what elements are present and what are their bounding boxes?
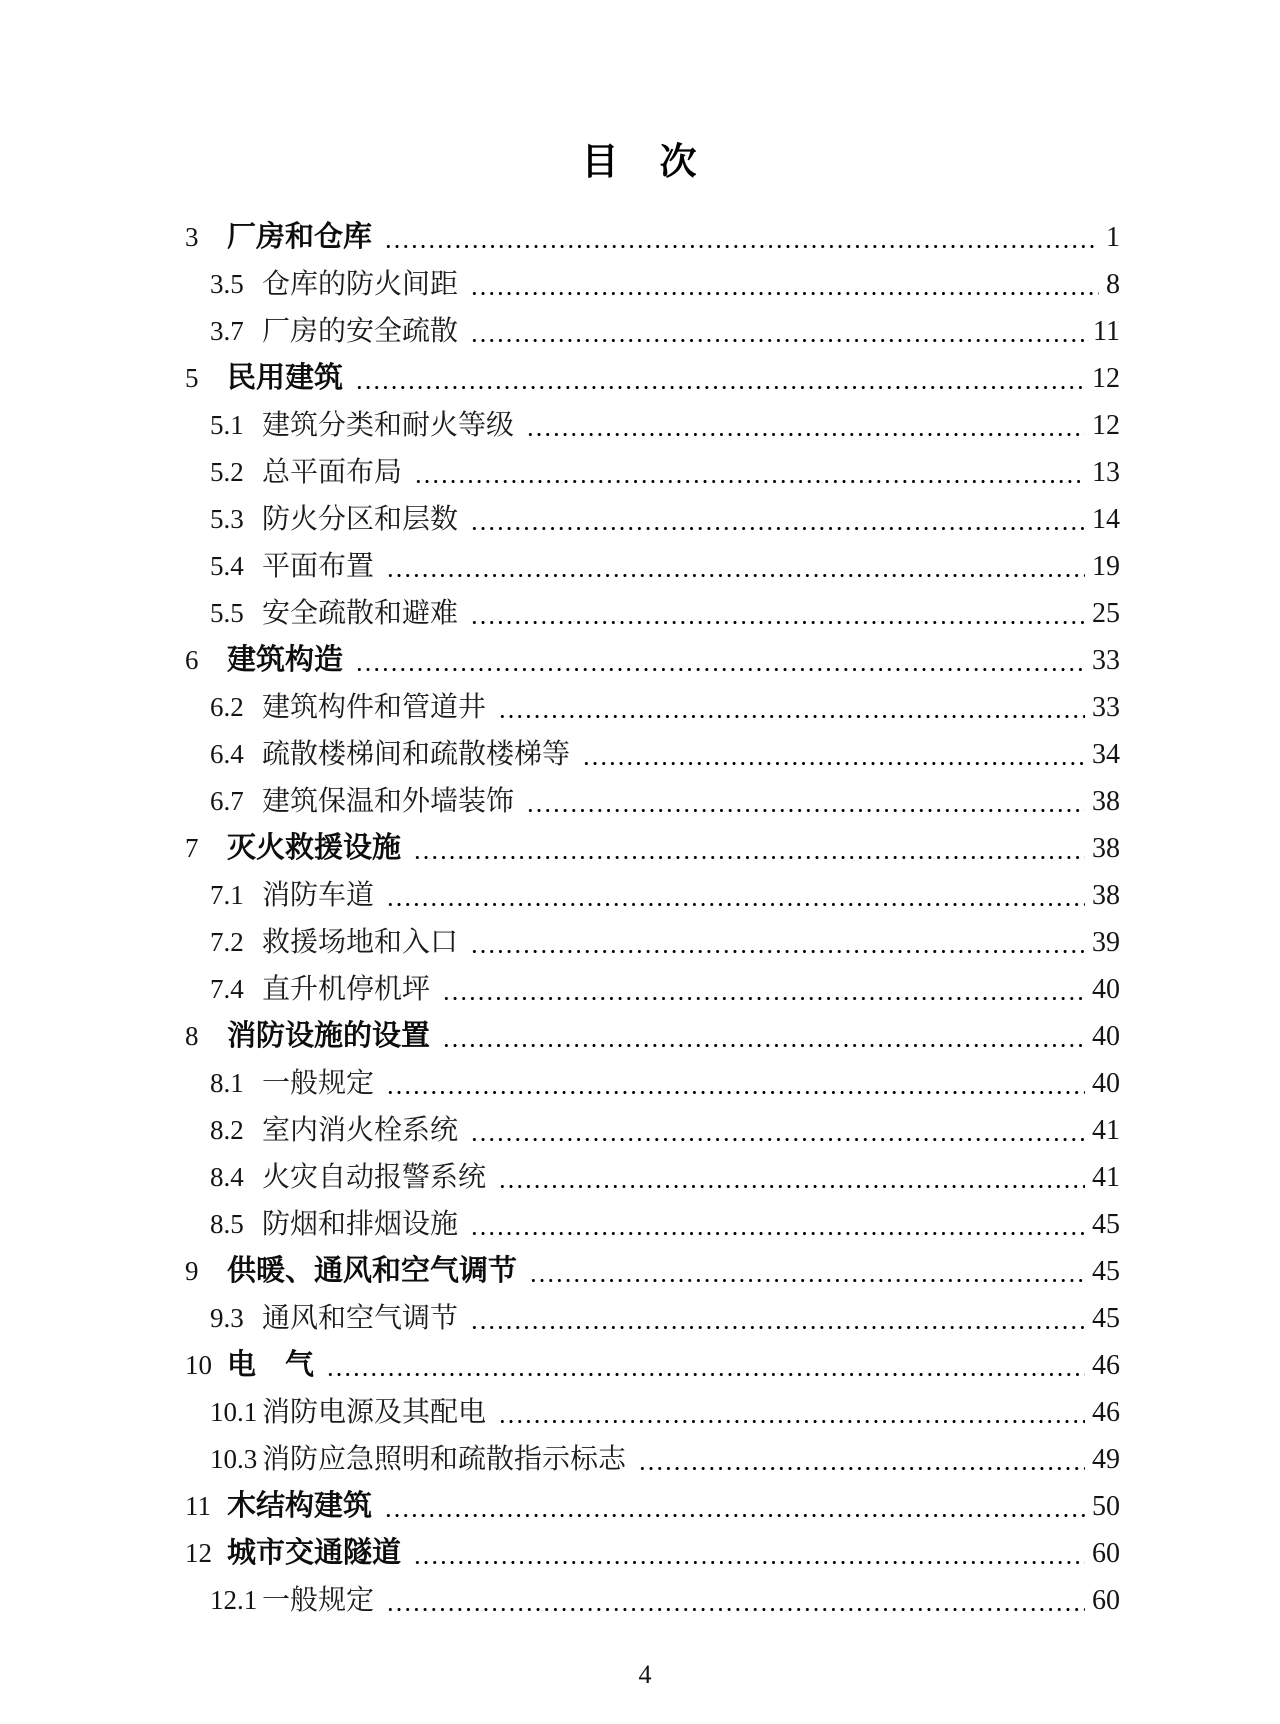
toc-leader-dots <box>470 308 1086 355</box>
toc-leader-dots <box>355 637 1085 684</box>
toc-entry-page: 41 <box>1092 1162 1120 1193</box>
toc-entry-title: 一般规定 <box>262 1068 375 1099</box>
toc-entry-page: 12 <box>1092 363 1120 394</box>
toc-entry-number: 9 <box>185 1256 199 1286</box>
toc-entry <box>170 1342 1120 1389</box>
toc-leader-dots <box>470 1107 1085 1154</box>
toc-entry <box>170 261 1120 308</box>
toc-entry <box>170 308 1120 355</box>
toc-entry-number: 8.4 <box>210 1162 244 1192</box>
toc-entry-title: 防烟和排烟设施 <box>262 1209 459 1240</box>
toc-entry-title: 灭火救援设施 <box>227 832 402 864</box>
toc-leader-dots <box>384 1483 1085 1530</box>
toc-entry <box>170 684 1120 731</box>
toc-entry-number: 11 <box>185 1491 211 1521</box>
toc-entry-number: 8.1 <box>210 1068 244 1098</box>
toc-entry-page: 40 <box>1092 1068 1120 1099</box>
toc-entry-page: 25 <box>1092 598 1120 629</box>
toc-entry-number: 5.5 <box>210 598 244 628</box>
toc-entry-title: 城市交通隧道 <box>227 1537 402 1569</box>
toc-entry <box>170 1483 1120 1530</box>
toc-entry-title: 防火分区和层数 <box>262 504 459 535</box>
toc-entry-page: 46 <box>1092 1350 1120 1381</box>
toc-entry-number: 6.4 <box>210 739 244 769</box>
toc-leader-dots <box>442 966 1085 1013</box>
toc-leader-dots <box>355 355 1085 402</box>
toc-entry-page: 14 <box>1092 504 1120 535</box>
toc-entry <box>170 1248 1120 1295</box>
toc-entry <box>170 872 1120 919</box>
page-title: 目 次 <box>581 141 699 182</box>
toc-leader-dots <box>386 1060 1085 1107</box>
toc-leader-dots <box>386 543 1085 590</box>
toc-leader-dots <box>498 684 1085 731</box>
toc-entry-page: 45 <box>1092 1256 1120 1287</box>
toc-entry-number: 6.2 <box>210 692 244 722</box>
toc-entry-title: 消防设施的设置 <box>227 1020 431 1052</box>
toc-leader-dots <box>386 872 1085 919</box>
toc-entry-title: 建筑构造 <box>227 644 344 676</box>
toc-entry-page: 11 <box>1093 316 1120 347</box>
toc-leader-dots <box>526 402 1085 449</box>
toc-entry <box>170 355 1120 402</box>
toc-entry-page: 34 <box>1092 739 1120 770</box>
toc-leader-dots <box>470 1295 1085 1342</box>
toc-leader-dots <box>414 449 1085 496</box>
toc-leader-dots <box>413 825 1085 872</box>
toc-leader-dots <box>498 1389 1085 1436</box>
toc-entry-page: 1 <box>1106 222 1120 253</box>
toc-leader-dots <box>582 731 1085 778</box>
toc-leader-dots <box>470 590 1085 637</box>
toc-leader-dots <box>470 1201 1085 1248</box>
toc-entry-title: 室内消火栓系统 <box>262 1115 459 1146</box>
toc-entry-number: 5.1 <box>210 410 244 440</box>
toc-entry-page: 45 <box>1092 1209 1120 1240</box>
toc-entry-title: 总平面布局 <box>262 457 403 488</box>
toc-entry-page: 60 <box>1092 1538 1120 1569</box>
toc-entry-title: 安全疏散和避难 <box>262 598 459 629</box>
toc-entry <box>170 1154 1120 1201</box>
toc-entry-number: 12 <box>185 1538 212 1568</box>
toc-entry <box>170 402 1120 449</box>
toc-entry-title: 一般规定 <box>262 1585 375 1616</box>
toc-entry <box>170 1201 1120 1248</box>
toc-entry-page: 19 <box>1092 551 1120 582</box>
toc-entry-number: 6 <box>185 645 199 675</box>
toc-list <box>170 214 1120 1624</box>
toc-entry-title: 火灾自动报警系统 <box>262 1162 487 1193</box>
toc-entry <box>170 637 1120 684</box>
toc-entry-page: 38 <box>1092 786 1120 817</box>
toc-entry <box>170 1436 1120 1483</box>
toc-entry <box>170 214 1120 261</box>
toc-entry-page: 33 <box>1092 645 1120 676</box>
toc-entry-page: 38 <box>1092 833 1120 864</box>
toc-entry-title: 厂房的安全疏散 <box>262 316 459 347</box>
toc-leader-dots <box>470 496 1085 543</box>
toc-entry-page: 49 <box>1092 1444 1120 1475</box>
toc-leader-dots <box>384 214 1099 261</box>
toc-entry-title: 通风和空气调节 <box>262 1303 459 1334</box>
toc-leader-dots <box>470 261 1099 308</box>
toc-entry-title: 救援场地和入口 <box>262 927 459 958</box>
toc-leader-dots <box>326 1342 1085 1389</box>
toc-entry-title: 疏散楼梯间和疏散楼梯等 <box>262 739 571 770</box>
toc-entry-number: 5.4 <box>210 551 244 581</box>
toc-leader-dots <box>529 1248 1085 1295</box>
toc-entry-page: 8 <box>1106 269 1120 300</box>
toc-entry-number: 3.5 <box>210 269 244 299</box>
toc-entry <box>170 966 1120 1013</box>
footer-page-number: 4 <box>638 1660 652 1689</box>
toc-entry-page: 46 <box>1092 1397 1120 1428</box>
toc-entry-page: 41 <box>1092 1115 1120 1146</box>
toc-entry <box>170 1107 1120 1154</box>
toc-entry-title: 消防应急照明和疏散指示标志 <box>262 1444 627 1475</box>
toc-entry-number: 8.2 <box>210 1115 244 1145</box>
toc-entry-title: 木结构建筑 <box>227 1490 373 1522</box>
toc-entry <box>170 1530 1120 1577</box>
toc-entry <box>170 825 1120 872</box>
toc-entry-title: 建筑分类和耐火等级 <box>262 410 515 441</box>
toc-entry-page: 45 <box>1092 1303 1120 1334</box>
toc-entry <box>170 496 1120 543</box>
toc-entry-number: 7 <box>185 833 199 863</box>
toc-entry-number: 7.2 <box>210 927 244 957</box>
toc-entry-number: 7.1 <box>210 880 244 910</box>
toc-entry <box>170 449 1120 496</box>
toc-entry <box>170 1295 1120 1342</box>
toc-entry-title: 消防车道 <box>262 880 375 911</box>
toc-entry <box>170 731 1120 778</box>
toc-entry-title: 电 气 <box>227 1349 315 1381</box>
toc-entry-page: 40 <box>1092 1021 1120 1052</box>
toc-entry <box>170 1060 1120 1107</box>
toc-entry-number: 7.4 <box>210 974 244 1004</box>
toc-entry-title: 直升机停机坪 <box>262 974 431 1005</box>
toc-entry-title: 平面布置 <box>262 551 375 582</box>
toc-entry-title: 消防电源及其配电 <box>262 1397 487 1428</box>
toc-entry <box>170 590 1120 637</box>
toc-entry-page: 12 <box>1092 410 1120 441</box>
toc-entry-page: 40 <box>1092 974 1120 1005</box>
toc-leader-dots <box>442 1013 1085 1060</box>
toc-entry-number: 6.7 <box>210 786 244 816</box>
toc-leader-dots <box>498 1154 1085 1201</box>
toc-entry-number: 8 <box>185 1021 199 1051</box>
toc-entry <box>170 1577 1120 1624</box>
toc-entry-number: 12.1 <box>210 1585 258 1615</box>
toc-entry <box>170 1389 1120 1436</box>
toc-entry <box>170 778 1120 825</box>
toc-entry-page: 60 <box>1092 1585 1120 1616</box>
toc-entry-page: 50 <box>1092 1491 1120 1522</box>
toc-entry-number: 3.7 <box>210 316 244 346</box>
toc-entry-number: 8.5 <box>210 1209 244 1239</box>
toc-entry-title: 仓库的防火间距 <box>262 269 459 300</box>
toc-entry-number: 9.3 <box>210 1303 244 1333</box>
toc-entry <box>170 543 1120 590</box>
toc-leader-dots <box>470 919 1085 966</box>
toc-entry-page: 38 <box>1092 880 1120 911</box>
toc-entry-title: 建筑构件和管道井 <box>262 692 487 723</box>
toc-entry-number: 10.3 <box>210 1444 258 1474</box>
toc-entry-page: 33 <box>1092 692 1120 723</box>
toc-leader-dots <box>386 1577 1085 1624</box>
toc-entry-page: 39 <box>1092 927 1120 958</box>
toc-entry-number: 3 <box>185 222 199 252</box>
toc-leader-dots <box>526 778 1085 825</box>
toc-entry-number: 10.1 <box>210 1397 258 1427</box>
toc-entry-title: 建筑保温和外墙装饰 <box>262 786 515 817</box>
toc-entry-title: 厂房和仓库 <box>227 221 373 253</box>
toc-entry-title: 民用建筑 <box>227 362 344 394</box>
toc-entry-page: 13 <box>1092 457 1120 488</box>
toc-entry-number: 5.2 <box>210 457 244 487</box>
toc-leader-dots <box>413 1530 1085 1577</box>
toc-entry-number: 5.3 <box>210 504 244 534</box>
toc-entry-number: 5 <box>185 363 199 393</box>
toc-entry-title: 供暖、通风和空气调节 <box>227 1255 518 1287</box>
toc-entry <box>170 919 1120 966</box>
toc-entry <box>170 1013 1120 1060</box>
toc-leader-dots <box>638 1436 1085 1483</box>
toc-entry-number: 10 <box>185 1350 212 1380</box>
